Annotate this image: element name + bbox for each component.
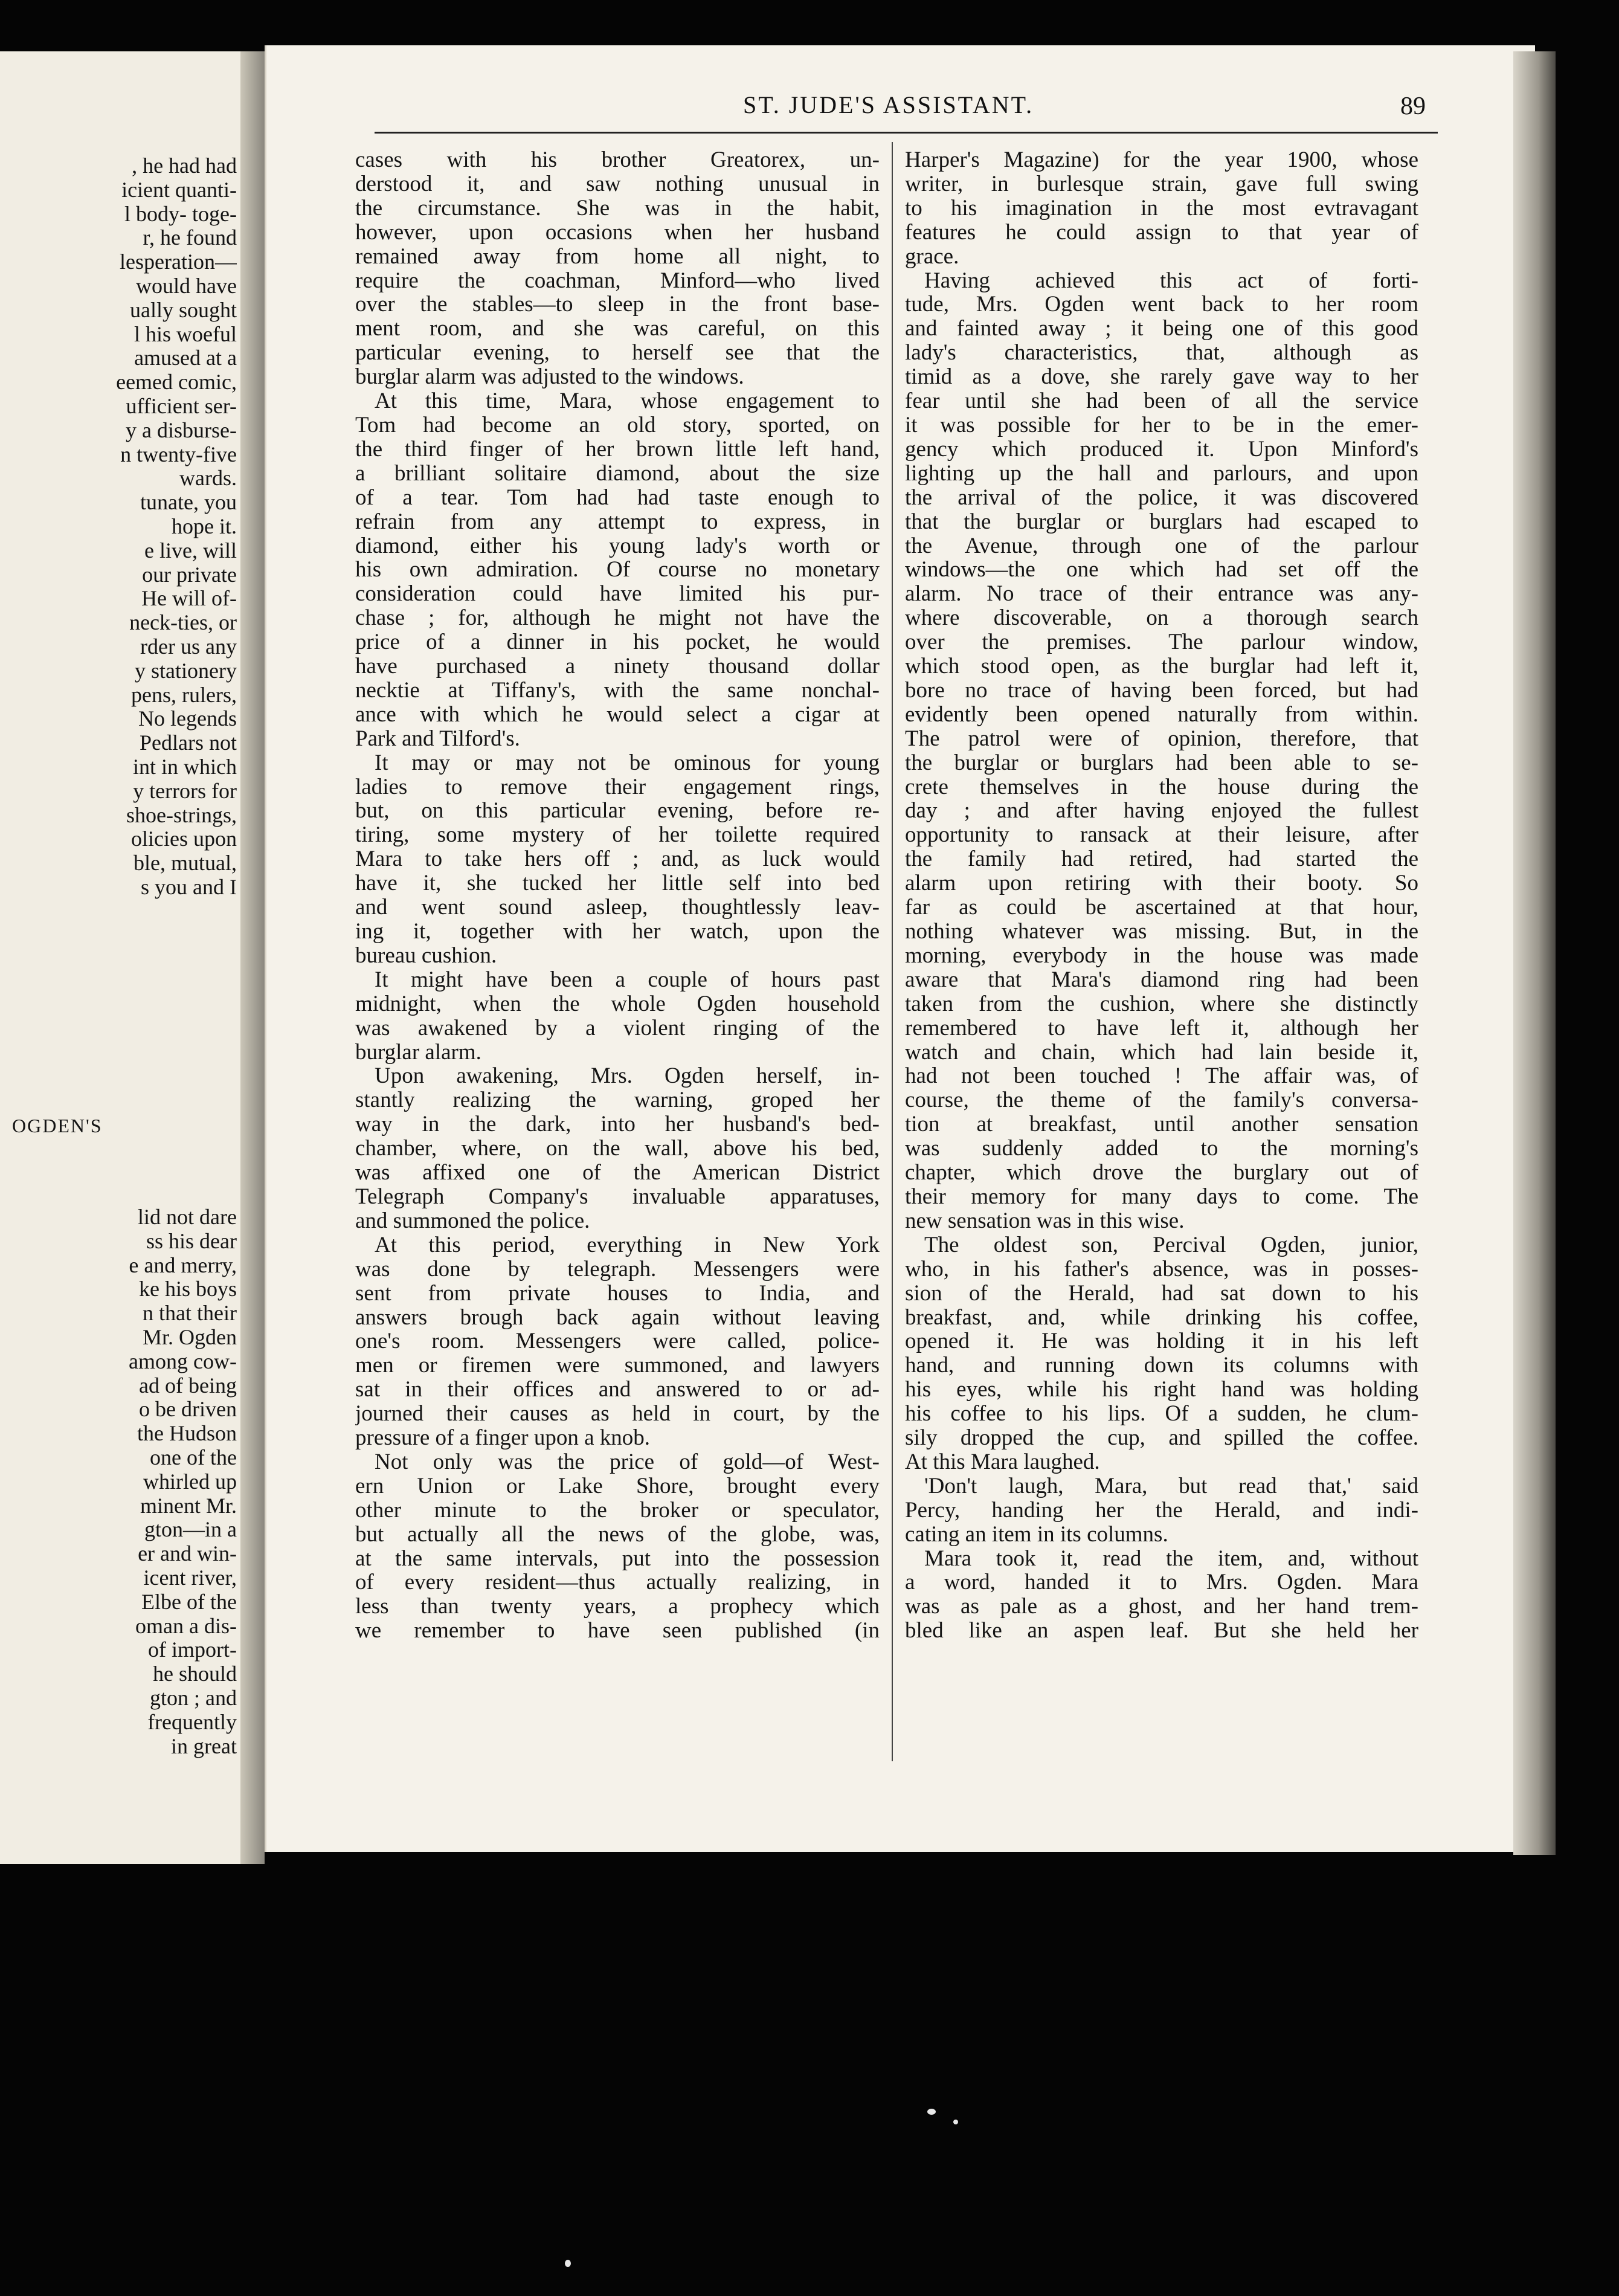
text-line: diamond, either his young lady's worth or xyxy=(355,534,880,558)
text-line: neck-ties, or xyxy=(129,611,237,635)
text-line: alarm. No trace of their entrance was any- xyxy=(905,582,1418,607)
text-line: Mara took it, read the item, and, without xyxy=(924,1546,1418,1571)
text-line: int in which xyxy=(133,755,237,779)
text-line: icent river, xyxy=(143,1566,237,1590)
text-line: the burglar or burglars had been able to se- xyxy=(905,750,1418,775)
text-line: evidently been opened naturally from within. xyxy=(905,702,1418,727)
text-line: remembered to have left it, although her xyxy=(905,1016,1418,1040)
text-line: sily dropped the cup, and spilled the coffee. xyxy=(905,1426,1418,1450)
text-line: Park and Tilford's. xyxy=(355,726,520,751)
text-line: ment room, and she was careful, on this xyxy=(355,317,880,341)
text-line: ern Union or Lake Shore, brought every xyxy=(355,1474,880,1498)
text-line: frequently xyxy=(147,1710,237,1734)
text-line: derstood it, and saw nothing unusual in xyxy=(355,172,880,196)
text-line: tion at breakfast, until another sensation xyxy=(905,1112,1418,1137)
text-line: it was possible for her to be in the emer- xyxy=(905,413,1418,437)
text-line: l body- toge- xyxy=(124,202,237,226)
text-line: icient quanti- xyxy=(121,178,237,202)
text-line: alarm upon retiring with their booty. So xyxy=(905,871,1418,896)
text-line: rder us any xyxy=(140,634,237,659)
text-line: pressure of a finger upon a knob. xyxy=(355,1426,651,1450)
text-line: writer, in burlesque strain, gave full swing xyxy=(905,172,1418,196)
text-line: where discoverable, on a thorough search xyxy=(905,606,1418,631)
text-line: that the burglar or burglars had escaped to xyxy=(905,509,1418,534)
text-line: stantly realizing the warning, groped her xyxy=(355,1088,880,1113)
text-line: oman a dis- xyxy=(135,1614,237,1638)
text-line: which stood open, as the burglar had left it, xyxy=(905,654,1418,679)
text-line: whirled up xyxy=(143,1469,237,1494)
text-line: of a tear. Tom had had taste enough to xyxy=(355,485,880,510)
text-line: new sensation was in this wise. xyxy=(905,1208,1185,1233)
text-line: olicies upon xyxy=(131,827,237,851)
text-line: ing it, together with her watch, upon the xyxy=(355,920,880,944)
text-line: It might have been a couple of hours past xyxy=(375,967,880,992)
text-line: gton—in a xyxy=(144,1518,237,1542)
text-line: a word, handed it to Mrs. Ogden. Mara xyxy=(905,1570,1418,1595)
text-line: of every resident—thus actually realizing, in xyxy=(355,1570,880,1595)
text-line: At this Mara laughed. xyxy=(905,1450,1100,1474)
text-line: would have xyxy=(136,274,237,298)
text-line: Having achieved this act of forti- xyxy=(924,268,1418,293)
text-line: Mara to take hers off ; and, as luck would xyxy=(355,847,880,872)
text-line: nothing whatever was missing. But, in the xyxy=(905,920,1418,944)
text-line: sion of the Herald, had sat down to his xyxy=(905,1281,1418,1306)
text-line: over the premises. The parlour window, xyxy=(905,630,1418,655)
text-line: lighting up the hall and parlours, and upon xyxy=(905,461,1418,486)
text-line: his coffee to his lips. Of a sudden, he clum- xyxy=(905,1402,1418,1427)
text-line: ble, mutual, xyxy=(134,851,237,876)
text-line: we remember to have seen published (in xyxy=(355,1619,880,1643)
text-line: Telegraph Company's invaluable apparatuses, xyxy=(355,1184,880,1209)
text-line: the Hudson xyxy=(137,1422,237,1446)
text-line: lid not dare xyxy=(138,1205,237,1229)
text-line: gton ; and xyxy=(150,1686,237,1710)
text-line: our private xyxy=(142,563,237,587)
text-line: The patrol were of opinion, therefore, that xyxy=(905,726,1418,751)
text-line: but actually all the news of the globe, was, xyxy=(355,1522,880,1547)
text-line: , he had had xyxy=(132,154,237,178)
text-line: tude, Mrs. Ogden went back to her room xyxy=(905,292,1418,317)
text-line: bore no trace of having been forced, but had xyxy=(905,678,1418,703)
text-line: opportunity to ransack at their leisure, after xyxy=(905,823,1418,848)
text-line: chamber, where, on the wall, above his bed, xyxy=(355,1137,880,1161)
text-line: He will of- xyxy=(141,587,237,611)
text-column-right xyxy=(905,148,1418,1643)
text-line: one's room. Messengers were called, police- xyxy=(355,1329,880,1354)
text-line: wards. xyxy=(179,466,237,491)
text-line: er and win- xyxy=(138,1542,237,1566)
book-gutter xyxy=(240,51,265,1864)
facing-page-lower-text xyxy=(0,1205,237,1758)
text-line: far as could be ascertained at that hour, xyxy=(905,895,1418,920)
text-line: have purchased a ninety thousand dollar xyxy=(355,654,880,679)
text-line: the circumstance. She was in the habit, xyxy=(355,196,880,221)
text-line: he should xyxy=(153,1662,237,1686)
text-line: had not been touched ! The affair was, of xyxy=(905,1064,1418,1089)
text-line: among cow- xyxy=(129,1349,237,1373)
text-line: Percy, handing her the Herald, and indi- xyxy=(905,1498,1418,1523)
text-line: price of a dinner in his pocket, he would xyxy=(355,630,880,655)
text-line: burglar alarm was adjusted to the windows. xyxy=(355,365,744,390)
text-line: and went sound asleep, thoughtlessly leav- xyxy=(355,895,880,920)
text-column-left xyxy=(355,148,880,1643)
text-line: e and merry, xyxy=(129,1253,237,1277)
text-line: cases with his brother Greatorex, un- xyxy=(355,148,880,172)
text-line: ufficient ser- xyxy=(126,394,237,418)
text-line: the Avenue, through one of the parlour xyxy=(905,534,1418,558)
text-line: sent from private houses to India, and xyxy=(355,1281,880,1306)
text-line: Harper's Magazine) for the year 1900, whose xyxy=(905,148,1418,172)
text-line: and fainted away ; it being one of this good xyxy=(905,317,1418,341)
text-line: ance with which he would select a cigar at xyxy=(355,702,880,727)
text-line: y terrors for xyxy=(133,779,237,803)
text-line: fear until she had been of all the service xyxy=(905,389,1418,413)
text-line: e live, will xyxy=(144,538,237,563)
text-line: ss his dear xyxy=(146,1229,237,1253)
page-number: 89 xyxy=(1400,92,1426,120)
text-line: o be driven xyxy=(139,1398,237,1422)
text-line: At this time, Mara, whose engagement to xyxy=(375,389,880,413)
text-line: at the same intervals, put into the possession xyxy=(355,1546,880,1571)
column-divider xyxy=(892,142,893,1761)
text-line: opened it. He was holding it in his left xyxy=(905,1329,1418,1354)
text-line: have it, she tucked her little self into bed xyxy=(355,871,880,896)
text-line: The oldest son, Percival Ogden, junior, xyxy=(924,1233,1418,1257)
text-line: r, he found xyxy=(143,226,237,250)
text-line: chapter, which drove the burglary out of xyxy=(905,1161,1418,1185)
text-line: but, on this particular evening, before re- xyxy=(355,799,880,824)
text-line: consideration could have limited his pur- xyxy=(355,582,880,607)
text-line: Elbe of the xyxy=(141,1590,237,1614)
text-line: At this period, everything in New York xyxy=(375,1233,880,1257)
text-line: course, the theme of the family's conversa- xyxy=(905,1088,1418,1113)
text-line: hand, and running down its columns with xyxy=(905,1353,1418,1378)
text-line: journed their causes as held in court, by the xyxy=(355,1402,880,1427)
text-line: a brilliant solitaire diamond, about the size xyxy=(355,461,880,486)
facing-page-section-heading: OGDEN'S xyxy=(12,1115,103,1137)
text-line: hope it. xyxy=(172,514,237,538)
text-line: pens, rulers, xyxy=(131,683,237,707)
text-line: timid as a dove, she rarely gave way to her xyxy=(905,365,1418,390)
text-line: sat in their offices and answered to or ad- xyxy=(355,1378,880,1402)
text-line: eemed comic, xyxy=(116,370,237,395)
text-line: the third finger of her brown little left hand, xyxy=(355,437,880,462)
text-line: watch and chain, which had lain beside it, xyxy=(905,1040,1418,1065)
facing-page-upper-text xyxy=(0,154,237,900)
text-line: windows—the one which had set off the xyxy=(905,558,1418,582)
text-line: y stationery xyxy=(135,659,237,683)
text-line: tiring, some mystery of her toilette required xyxy=(355,823,880,848)
text-line: ke his boys xyxy=(139,1277,237,1301)
scan-speck xyxy=(565,2260,571,2267)
text-line: tunate, you xyxy=(140,491,237,515)
scan-speck xyxy=(927,2109,936,2115)
text-line: bled like an aspen leaf. But she held her xyxy=(905,1619,1418,1643)
text-line: of import- xyxy=(148,1638,237,1662)
text-line: bureau cushion. xyxy=(355,943,497,968)
text-line: the family had retired, had started the xyxy=(905,847,1418,872)
text-line: was as pale as a ghost, and her hand trem- xyxy=(905,1595,1418,1619)
text-line: Pedlars not xyxy=(140,731,237,755)
text-line: Upon awakening, Mrs. Ogden herself, in- xyxy=(375,1064,880,1089)
text-line: ually sought xyxy=(130,298,237,322)
text-line: cating an item in its columns. xyxy=(905,1522,1168,1547)
text-line: Not only was the price of gold—of West- xyxy=(375,1450,880,1474)
text-line: require the coachman, Minford—who lived xyxy=(355,268,880,293)
text-line: was affixed one of the American District xyxy=(355,1161,880,1185)
text-line: day ; and after having enjoyed the fullest xyxy=(905,799,1418,824)
text-line: men or firemen were summoned, and lawyers xyxy=(355,1353,880,1378)
text-line: shoe-strings, xyxy=(126,803,237,827)
header-rule xyxy=(375,132,1438,134)
text-line: breakfast, and, while drinking his coffee, xyxy=(905,1305,1418,1330)
text-line: crete themselves in the house during the xyxy=(905,775,1418,799)
text-line: l his woeful xyxy=(134,322,237,346)
text-line: s you and I xyxy=(141,875,237,899)
text-line: who, in his father's absence, was in posses- xyxy=(905,1257,1418,1282)
text-line: his own admiration. Of course no monetary xyxy=(355,558,880,582)
text-line: aware that Mara's diamond ring had been xyxy=(905,967,1418,992)
text-line: answers brough back again without leaving xyxy=(355,1305,880,1330)
text-line: ad of being xyxy=(139,1373,237,1398)
text-line: in great xyxy=(171,1734,237,1758)
text-line: was suddenly added to the morning's xyxy=(905,1137,1418,1161)
text-line: his eyes, while his right hand was holding xyxy=(905,1378,1418,1402)
text-line: morning, everybody in the house was made xyxy=(905,943,1418,968)
text-line: n that their xyxy=(143,1301,237,1326)
text-line: particular evening, to herself see that the xyxy=(355,341,880,366)
text-line: was awakened by a violent ringing of the xyxy=(355,1016,880,1040)
text-line: n twenty-five xyxy=(120,442,237,466)
text-line: y a disburse- xyxy=(126,418,237,442)
text-line: It may or may not be ominous for young xyxy=(375,750,880,775)
text-line: lady's characteristics, that, although as xyxy=(905,341,1418,366)
text-line: burglar alarm. xyxy=(355,1040,481,1065)
text-line: over the stables—to sleep in the front base- xyxy=(355,292,880,317)
text-line: grace. xyxy=(905,244,959,269)
text-line: necktie at Tiffany's, with the same nonchal- xyxy=(355,678,880,703)
text-line: amused at a xyxy=(134,346,237,370)
text-line: taken from the cushion, where she distinctly xyxy=(905,992,1418,1016)
text-line: and summoned the police. xyxy=(355,1208,590,1233)
text-line: refrain from any attempt to express, in xyxy=(355,509,880,534)
running-title: ST. JUDE'S ASSISTANT. xyxy=(743,91,1034,118)
page-edge xyxy=(1513,51,1556,1855)
text-line: 'Don't laugh, Mara, but read that,' said xyxy=(924,1474,1418,1498)
text-line: features he could assign to that year of xyxy=(905,220,1418,245)
text-line: their memory for many days to come. The xyxy=(905,1184,1418,1209)
text-line: to his imagination in the most evtravagant xyxy=(905,196,1418,221)
text-line: was done by telegraph. Messengers were xyxy=(355,1257,880,1282)
text-line: way in the dark, into her husband's bed- xyxy=(355,1112,880,1137)
text-line: minent Mr. xyxy=(140,1494,237,1518)
facing-page-fragment xyxy=(0,51,254,1864)
text-line: gency which produced it. Upon Minford's xyxy=(905,437,1418,462)
text-line: the arrival of the police, it was discovered xyxy=(905,485,1418,510)
text-line: chase ; for, although he might not have the xyxy=(355,606,880,631)
text-line: midnight, when the whole Ogden household xyxy=(355,992,880,1016)
text-line: lesperation— xyxy=(120,250,237,274)
text-line: other minute to the broker or speculator, xyxy=(355,1498,880,1523)
text-line: No legends xyxy=(138,707,237,731)
text-line: remained away from home all night, to xyxy=(355,244,880,269)
text-line: ladies to remove their engagement rings, xyxy=(355,775,880,799)
text-line: however, upon occasions when her husband xyxy=(355,220,880,245)
text-line: Tom had become an old story, sported, on xyxy=(355,413,880,437)
text-line: one of the xyxy=(150,1445,237,1469)
scan-speck xyxy=(953,2120,958,2124)
text-line: less than twenty years, a prophecy which xyxy=(355,1595,880,1619)
text-line: Mr. Ogden xyxy=(143,1325,237,1349)
